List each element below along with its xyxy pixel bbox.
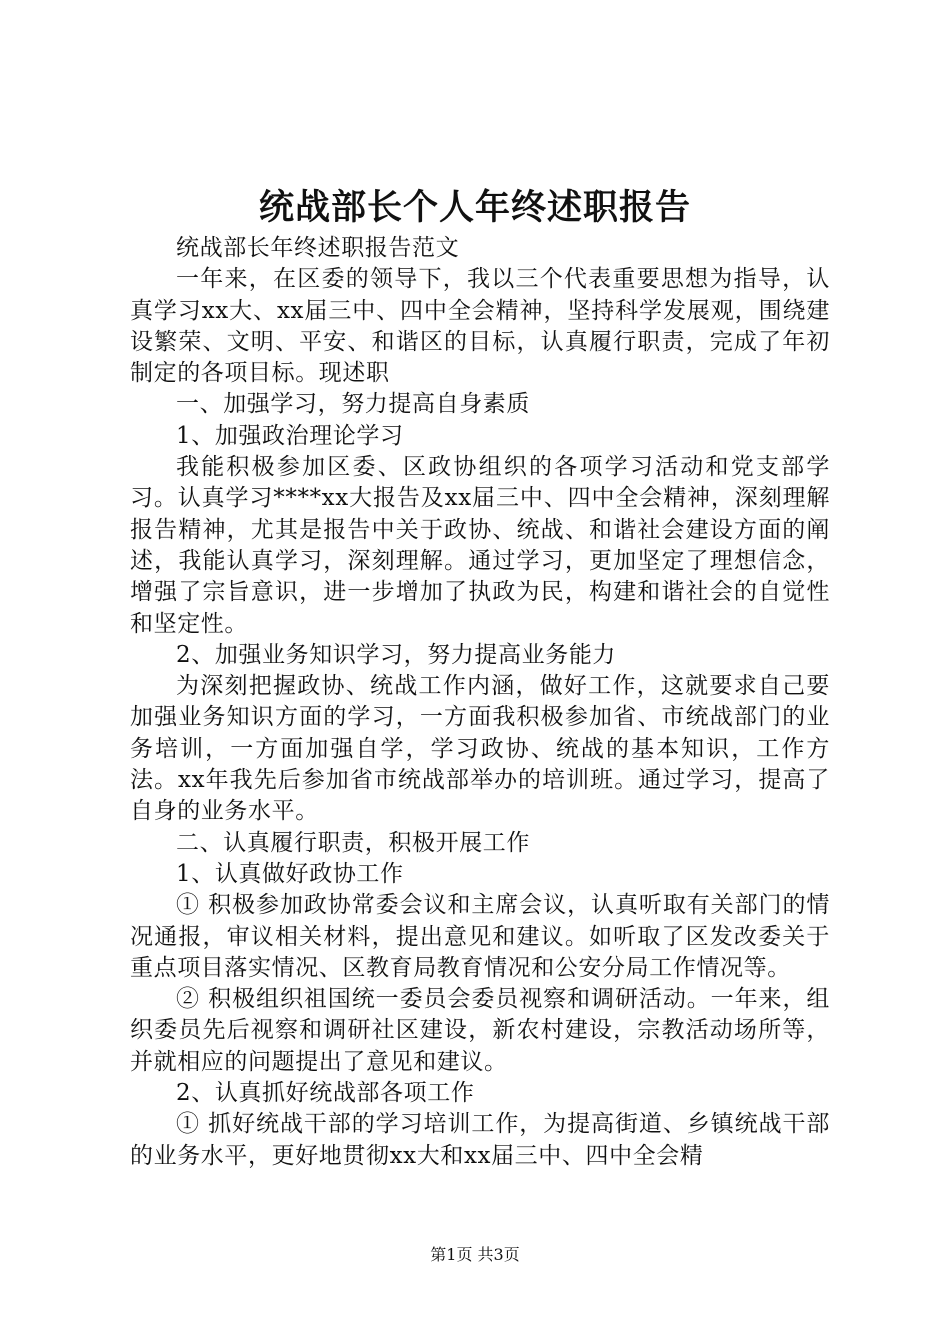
paragraph-item-3: ① 抓好统战干部的学习培训工作，为提高街道、乡镇统战干部的业务水平，更好地贯彻xx大和xx届三中、四中全会精 <box>130 1111 830 1169</box>
subsection-heading-2-2: 2、认真抓好统战部各项工作 <box>176 1080 475 1107</box>
paragraph-item-2: ② 积极组织祖国统一委员会委员视察和调研活动。一年来，组织委员先后视察和调研社区建设，新农村建设，宗教活动场所等，并就相应的问题提出了意见和建议。 <box>130 986 830 1075</box>
subsection-heading-1-1: 1、加强政治理论学习 <box>176 422 404 449</box>
paragraph-business-study: 为深刻把握政协、统战工作内涵，做好工作，这就要求自己要加强业务知识方面的学习，一方面我积极参加省、市统战部门的业务培训，一方面加强自学，学习政协、统战的基本知识，工作方法。xx年我先后参加省市统战部举办的培训班。通过学习，提高了自身的业务水平。 <box>130 673 830 825</box>
paragraph-item-1: ① 积极参加政协常委会议和主席会议，认真听取有关部门的情况通报，审议相关材料，提出意见和建议。如听取了区发改委关于重点项目落实情况、区教育局教育情况和公安分局工作情况等。 <box>130 892 830 981</box>
paragraph-subtitle: 统战部长年终述职报告范文 <box>176 235 460 261</box>
paragraph-intro: 一年来，在区委的领导下，我以三个代表重要思想为指导，认真学习xx大、xx届三中、四中全会精神，坚持科学发展观，围绕建设繁荣、文明、平安、和谐区的目标，认真履行职责，完成了年初制定的各项目标。现述职 <box>130 266 830 387</box>
subsection-heading-1-2: 2、加强业务知识学习，努力提高业务能力 <box>176 641 617 668</box>
paragraph-political-study: 我能积极参加区委、区政协组织的各项学习活动和党支部学习。认真学习****xx大报告及xx届三中、四中全会精神，深刻理解报告精神，尤其是报告中关于政协、统战、和谐社会建设方面的阐述，我能认真学习，深刻理解。通过学习，更加坚定了理想信念，增强了宗旨意识，进一步增加了执政为民，构建和谐社会的自觉性和坚定性。 <box>130 454 830 637</box>
section-heading-2: 二、认真履行职责，积极开展工作 <box>176 829 530 856</box>
section-heading-1: 一、加强学习，努力提高自身素质 <box>176 391 530 418</box>
document-title: 统战部长个人年终述职报告 <box>258 187 691 228</box>
subsection-heading-2-1: 1、认真做好政协工作 <box>176 860 404 887</box>
document-body <box>130 233 830 1172</box>
page-number-footer: 第1页 共3页 <box>430 1245 520 1264</box>
